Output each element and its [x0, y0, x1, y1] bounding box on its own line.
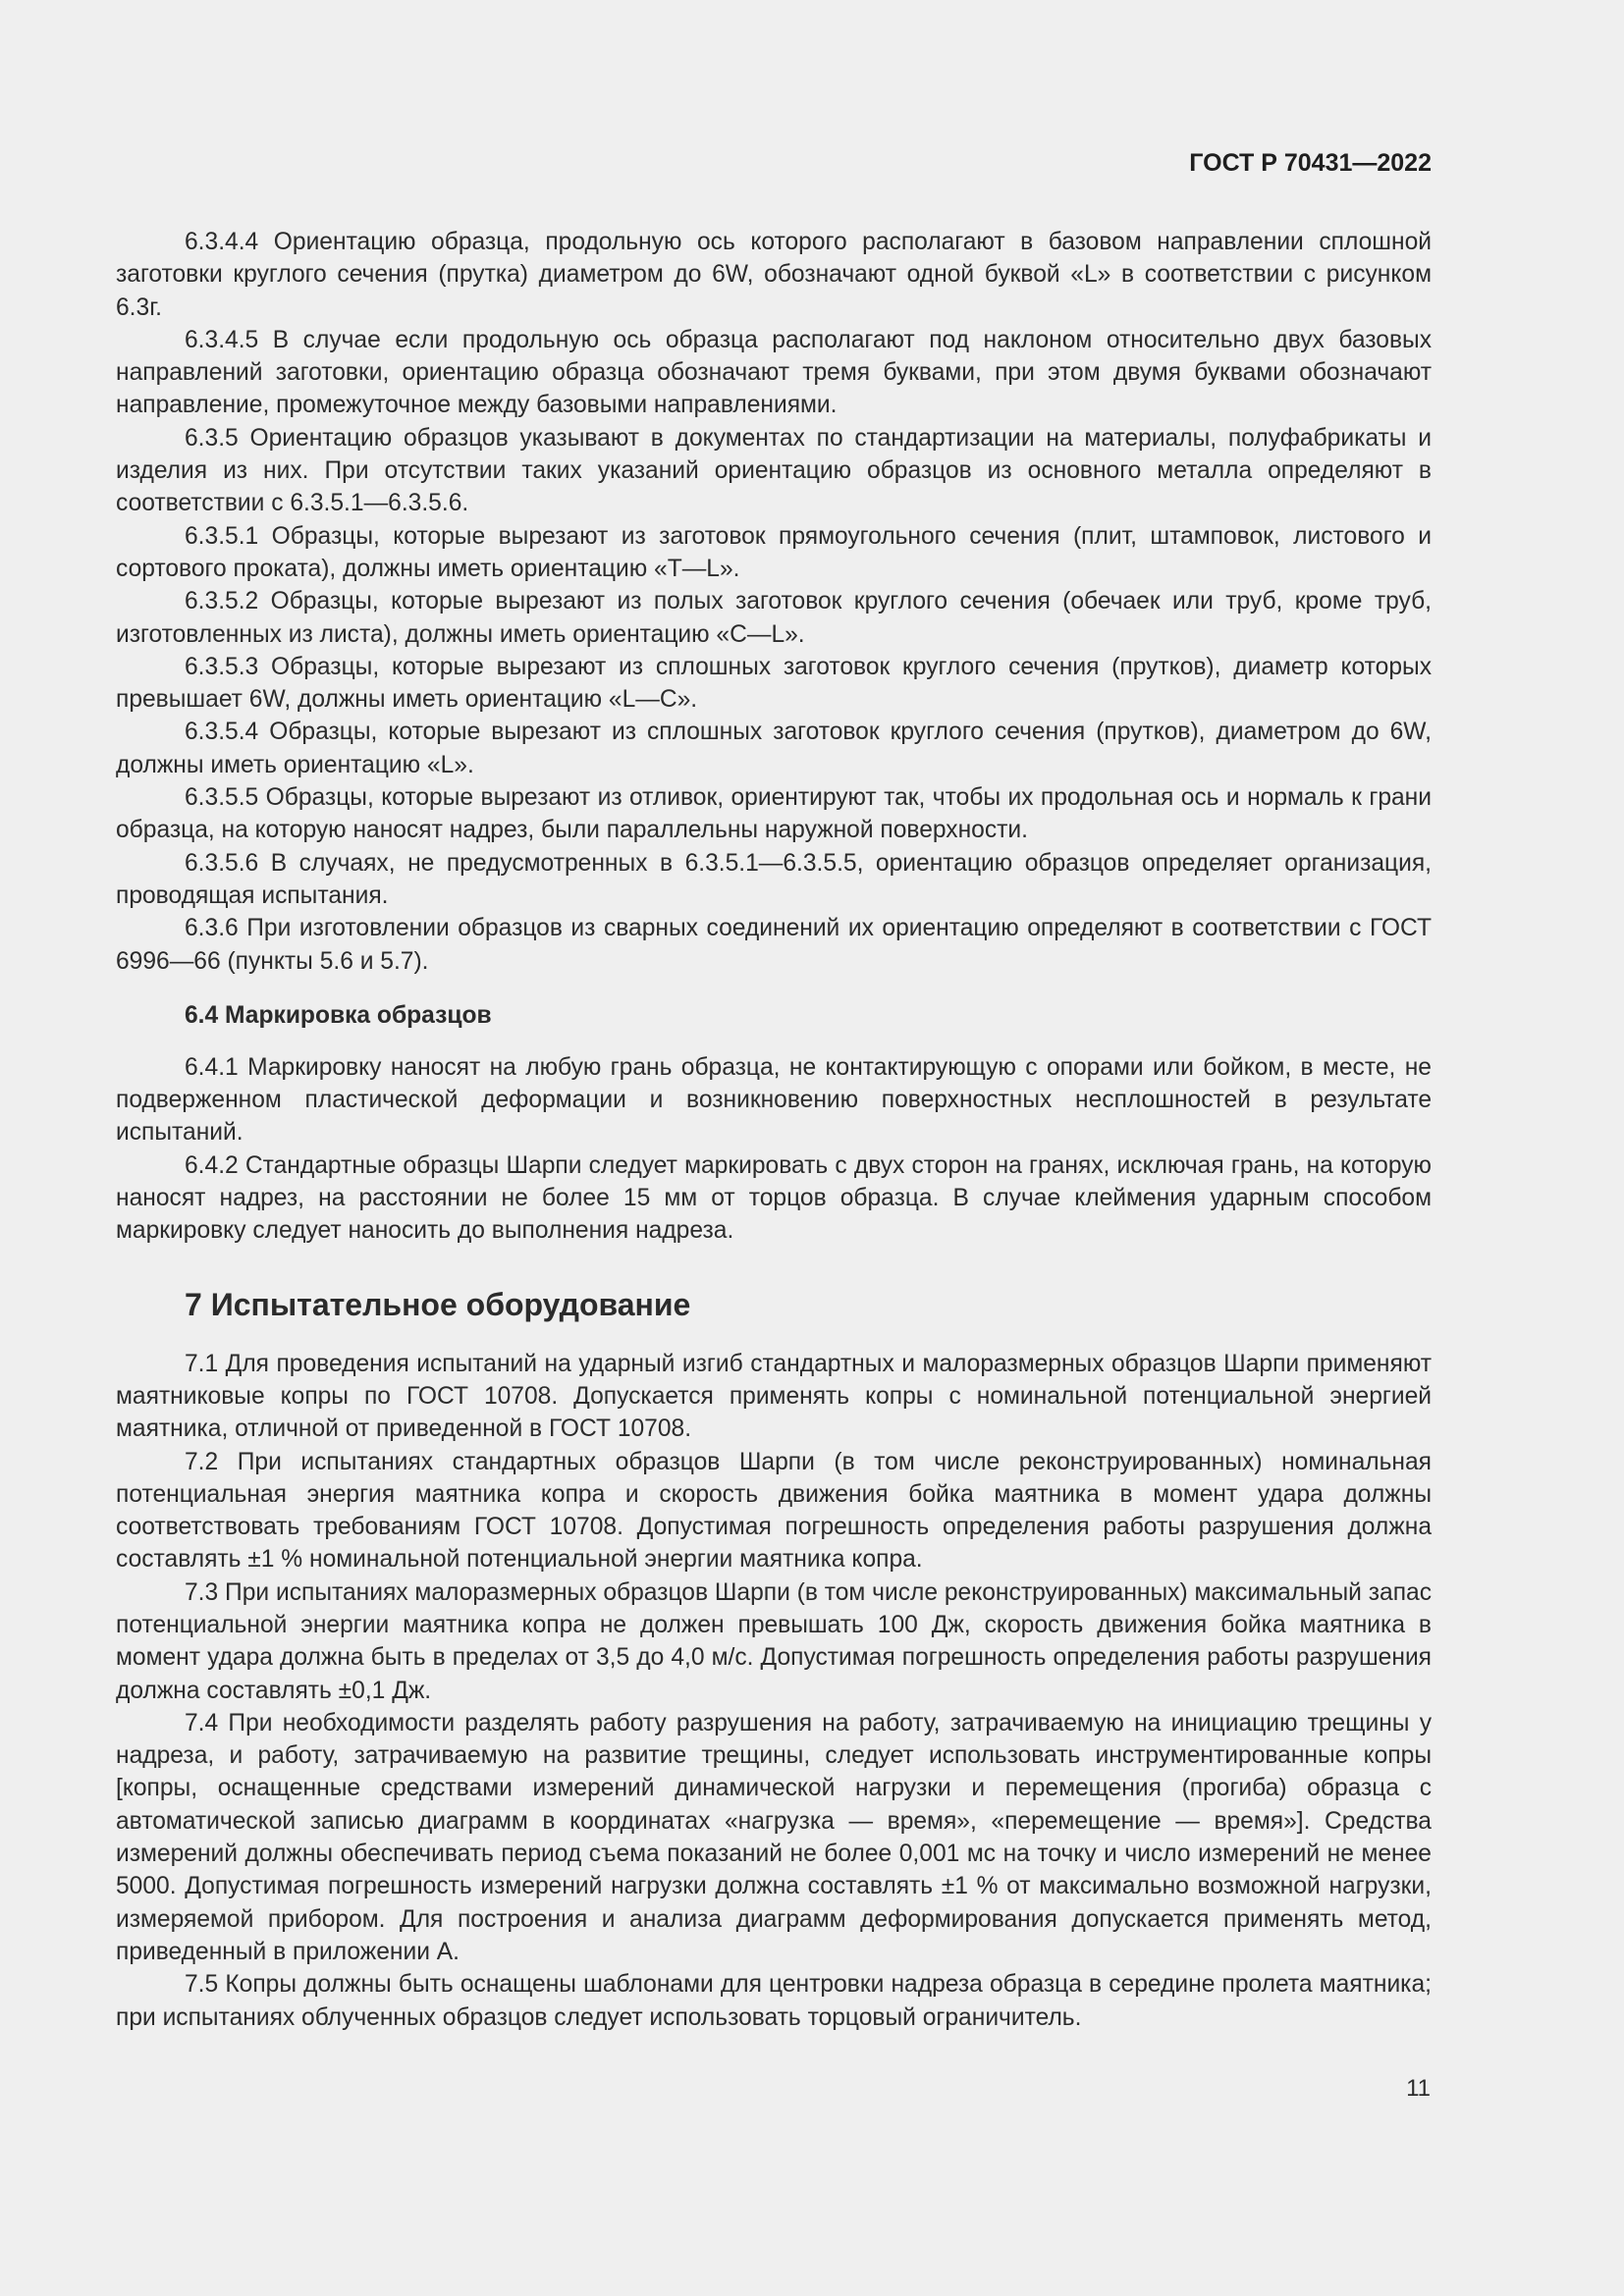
paragraph-6-3-5: 6.3.5 Ориентацию образцов указывают в документах по стандартизации на материалы, полуфабрикаты и изделия из них. При отсутствии таких указаний ориентацию образцов из основного металла определяют в соответствии с 6.3.5.1—6.3.5.6.	[116, 424, 1432, 517]
paragraph-6-3-4-4: 6.3.4.4 Ориентацию образца, продольную ось которого располагают в базовом направлении сплошной заготовки круглого сечения (прутка) диаметром до 6W, обозначают одной буквой «L» в соответствии с рисунком 6.3г.	[116, 229, 1432, 321]
document-code-header: ГОСТ Р 70431—2022	[1189, 149, 1432, 177]
page-number: 11	[1406, 2075, 1431, 2102]
subsection-title-6-4: 6.4 Маркировка образцов	[185, 1001, 492, 1029]
paragraph-6-3-5-3: 6.3.5.3 Образцы, которые вырезают из сплошных заготовок круглого сечения (прутков), диаметр которых превышает 6W, должны иметь ориентацию «L—C».	[116, 653, 1432, 714]
paragraph-7-4: 7.4 При необходимости разделять работу разрушения на работу, затрачиваемую на инициацию трещины у надреза, и работу, затрачиваемую на развитие трещины, следует использовать инструментированные копры [копры, оснащенные средствами измерений динамической нагрузки и перемещения (прогиба) образца с автоматической записью диаграмм в координатах «нагрузка — время», «перемещение — время»]. Средства измерений должны обеспечивать период съема показаний не более 0,001 мс на точку и число измерений не менее 5000. Допустимая погрешность измерений нагрузки должна составлять ±1 % от максимально возможной нагрузки, измеряемой прибором. Для построения и анализа диаграмм деформирования допускается применять метод, приведенный в приложении А.	[116, 1709, 1432, 1965]
paragraph-6-4-2: 6.4.2 Стандартные образцы Шарпи следует маркировать с двух сторон на гранях, исключая грань, на которую наносят надрез, на расстоянии не более 15 мм от торцов образца. В случае клеймения ударным способом маркировку следует наносить до выполнения надреза.	[116, 1151, 1432, 1245]
section-title-7: 7 Испытательное оборудование	[185, 1286, 691, 1322]
paragraph-6-3-4-5: 6.3.4.5 В случае если продольную ось образца располагают под наклоном относительно двух базовых направлений заготовки, ориентацию образца обозначают тремя буквами, при этом двумя буквами обозначают направление, промежуточное между базовыми направлениями.	[116, 326, 1432, 419]
paragraph-7-2: 7.2 При испытаниях стандартных образцов Шарпи (в том числе реконструированных) номинальная потенциальная энергия маятника копра и скорость движения бойка маятника в момент удара должны соответствовать требованиям ГОСТ 10708. Допустимая погрешность определения работы разрушения должна составлять ±1 % номинальной потенциальной энергии маятника копра.	[116, 1448, 1432, 1574]
paragraph-6-3-5-1: 6.3.5.1 Образцы, которые вырезают из заготовок прямоугольного сечения (плит, штамповок, листового и сортового проката), должны иметь ориентацию «T—L».	[116, 522, 1432, 582]
page-content	[116, 226, 1432, 2034]
paragraph-7-3: 7.3 При испытаниях малоразмерных образцов Шарпи (в том числе реконструированных) максимальный запас потенциальной энергии маятника копра не должен превышать 100 Дж, скорость движения бойка маятника в момент удара должна быть в пределах от 3,5 до 4,0 м/с. Допустимая погрешность определения работы разрушения должна составлять ±0,1 Дж.	[116, 1578, 1432, 1704]
paragraph-7-1: 7.1 Для проведения испытаний на ударный изгиб стандартных и малоразмерных образцов Шарпи применяют маятниковые копры по ГОСТ 10708. Допускается применять копры с номинальной потенциальной энергией маятника, отличной от приведенной в ГОСТ 10708.	[116, 1350, 1432, 1443]
paragraph-6-3-5-6: 6.3.5.6 В случаях, не предусмотренных в 6.3.5.1—6.3.5.5, ориентацию образцов определяет организация, проводящая испытания.	[116, 849, 1432, 909]
paragraph-6-3-6: 6.3.6 При изготовлении образцов из сварных соединений их ориентацию определяют в соответствии с ГОСТ 6996—66 (пункты 5.6 и 5.7).	[116, 915, 1432, 975]
paragraph-6-3-5-2: 6.3.5.2 Образцы, которые вырезают из полых заготовок круглого сечения (обечаек или труб, кроме труб, изготовленных из листа), должны иметь ориентацию «C—L».	[116, 588, 1432, 648]
paragraph-6-3-5-5: 6.3.5.5 Образцы, которые вырезают из отливок, ориентируют так, чтобы их продольная ось и нормаль к грани образца, на которую наносят надрез, были параллельны наружной поверхности.	[116, 784, 1432, 844]
paragraph-6-3-5-4: 6.3.5.4 Образцы, которые вырезают из сплошных заготовок круглого сечения (прутков), диаметром до 6W, должны иметь ориентацию «L».	[116, 719, 1432, 778]
paragraph-7-5: 7.5 Копры должны быть оснащены шаблонами для центровки надреза образца в середине пролета маятника; при испытаниях облученных образцов следует использовать торцовый ограничитель.	[116, 1971, 1432, 2031]
paragraph-6-4-1: 6.4.1 Маркировку наносят на любую грань образца, не контактирующую с опорами или бойком, в месте, не подверженном пластической деформации и возникновению поверхностных несплошностей в результате испытаний.	[116, 1053, 1432, 1147]
